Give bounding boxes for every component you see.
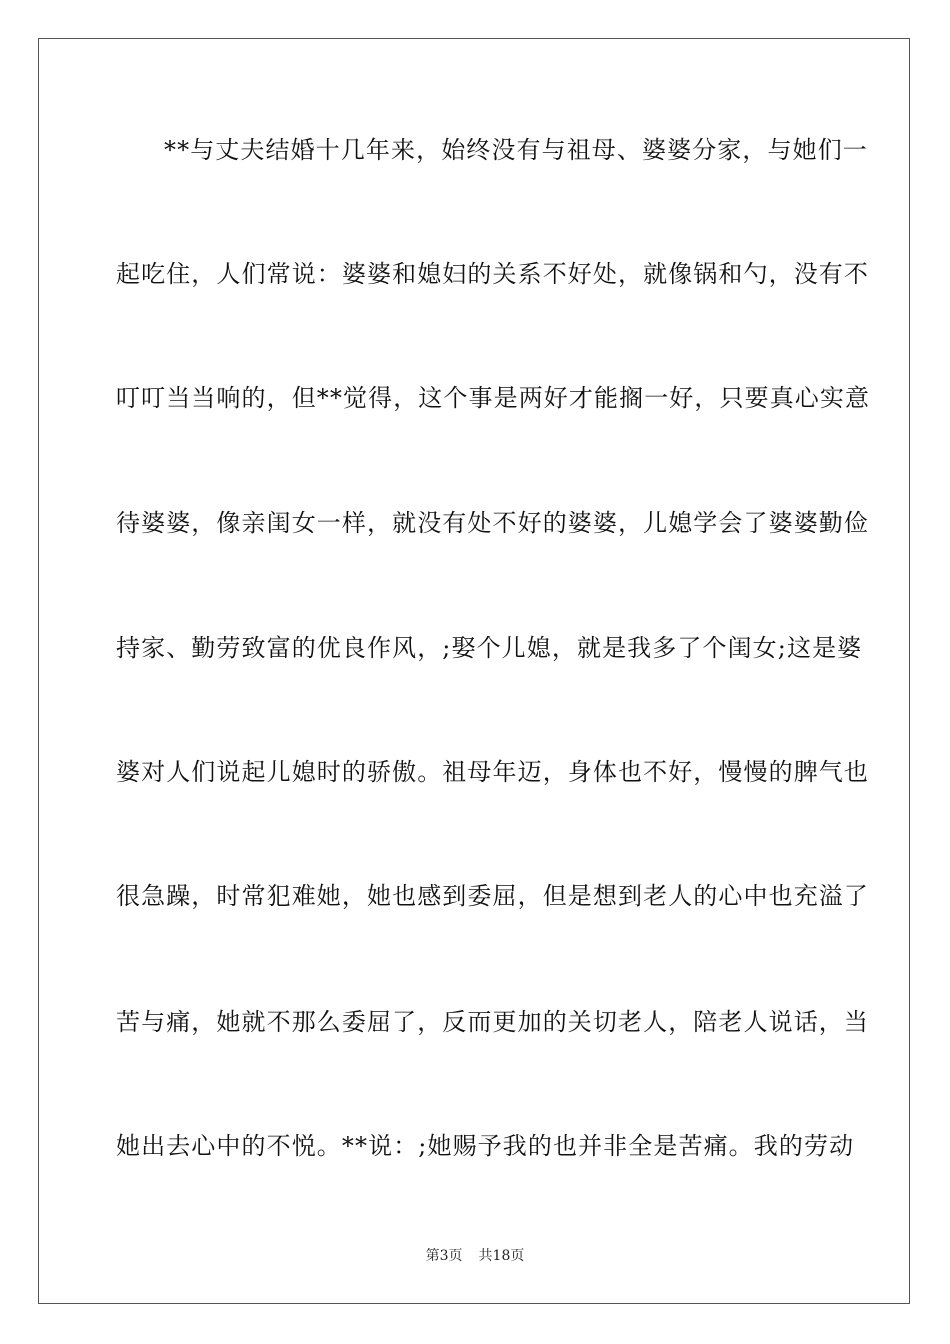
paragraph-line: 起吃住，人们常说：婆婆和媳妇的关系不好处，就像锅和勺，没有不 xyxy=(116,260,869,288)
paragraph-line: 待婆婆，像亲闺女一样，就没有处不好的婆婆，儿媳学会了婆婆勤俭 xyxy=(116,509,869,537)
paragraph-line: **与丈夫结婚十几年来，始终没有与祖母、婆婆分家，与她们一 xyxy=(164,136,868,164)
page-number-current: 第3页 xyxy=(425,1248,463,1264)
page-number-total: 共18页 xyxy=(478,1248,525,1264)
paragraph-line: 她出去心中的不悦。**说：;她赐予我的也并非全是苦痛。我的劳动 xyxy=(116,1132,855,1160)
paragraph-line: 很急躁，时常犯难她，她也感到委屈，但是想到老人的心中也充溢了 xyxy=(116,882,869,910)
paragraph-line: 叮叮当当响的，但**觉得，这个事是两好才能搁一好，只要真心实意 xyxy=(116,384,871,412)
page-border xyxy=(38,38,910,1304)
paragraph-line: 苦与痛，她就不那么委屈了，反而更加的关切老人，陪老人说话，当 xyxy=(116,1008,869,1036)
page-footer xyxy=(0,1246,950,1266)
paragraph-line: 持家、勤劳致富的优良作风，;娶个儿媳，就是我多了个闺女;这是婆 xyxy=(116,634,863,662)
paragraph-line: 婆对人们说起儿媳时的骄傲。祖母年迈，身体也不好，慢慢的脾气也 xyxy=(116,758,869,786)
